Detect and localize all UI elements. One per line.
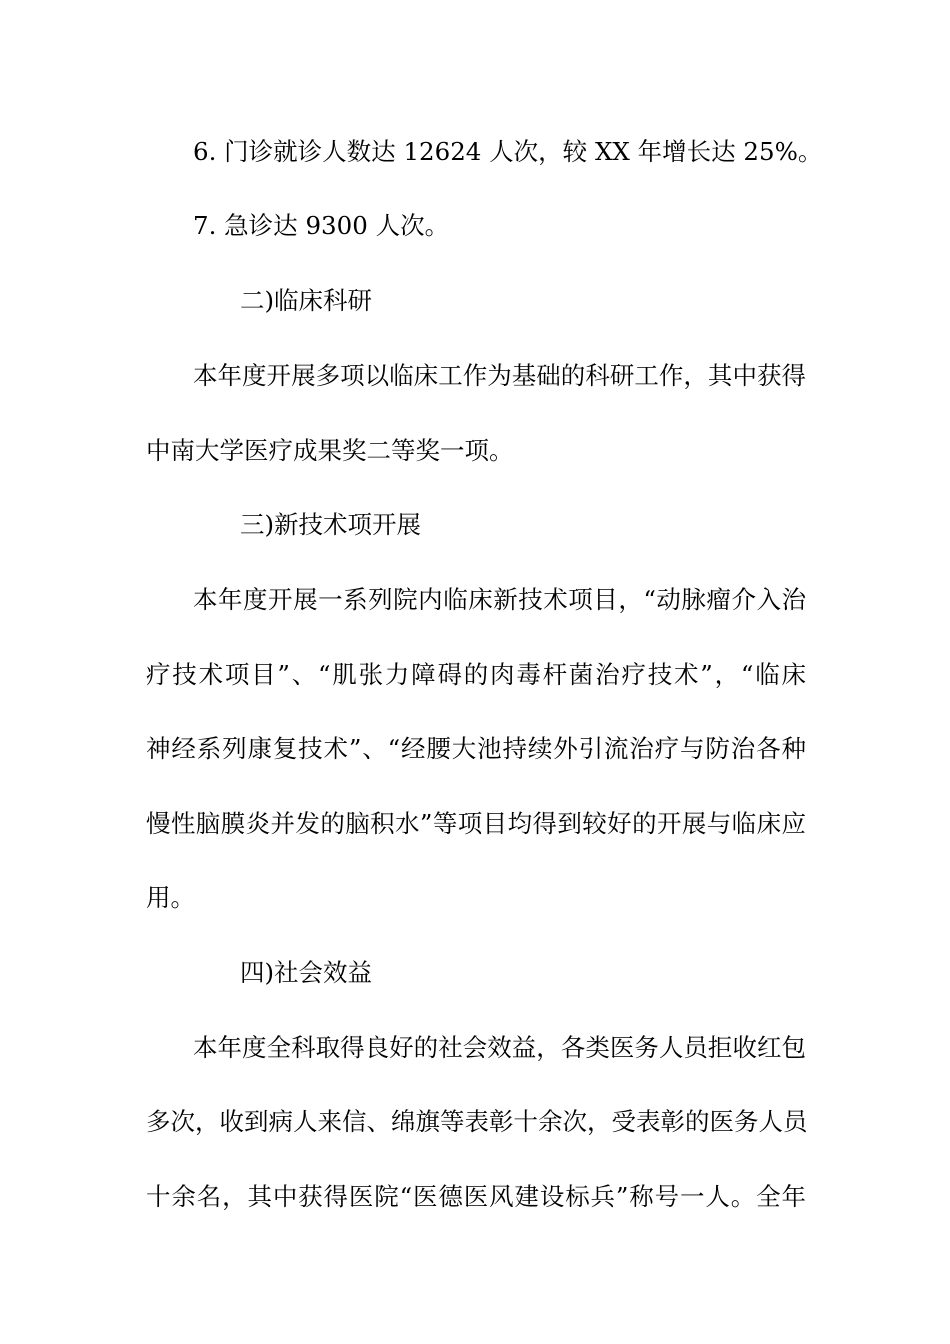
paragraph-line: 用。	[146, 883, 195, 912]
paragraph-line: 慢性脑膜炎并发的脑积水”等项目均得到较好的开展与临床应	[146, 809, 806, 838]
list-item-7: 7. 急诊达 9300 人次。	[193, 211, 450, 240]
section-heading-clinical-research: 二)临床科研	[240, 286, 373, 315]
paragraph-line: 本年度开展一系列院内临床新技术项目，“动脉瘤介入治	[193, 585, 806, 614]
paragraph-line: 本年度开展多项以临床工作为基础的科研工作，其中获得	[193, 361, 806, 390]
section-heading-social-benefit: 四)社会效益	[240, 958, 373, 987]
paragraph-line: 中南大学医疗成果奖二等奖一项。	[146, 436, 514, 465]
paragraph-line: 神经系列康复技术”、“经腰大池持续外引流治疗与防治各种	[146, 734, 806, 763]
paragraph-line: 疗技术项目”、“肌张力障碍的肉毒杆菌治疗技术”，“临床	[146, 660, 806, 689]
list-item-6: 6. 门诊就诊人数达 12624 人次，较 XX 年增长达 25%。	[193, 137, 823, 166]
paragraph-line: 多次，收到病人来信、绵旗等表彰十余次，受表彰的医务人员	[146, 1107, 808, 1136]
section-heading-new-technology: 三)新技术项开展	[240, 510, 422, 539]
paragraph-line: 本年度全科取得良好的社会效益，各类医务人员拒收红包	[193, 1033, 806, 1062]
paragraph-line: 十余名，其中获得医院“医德医风建设标兵”称号一人。全年	[146, 1182, 806, 1211]
